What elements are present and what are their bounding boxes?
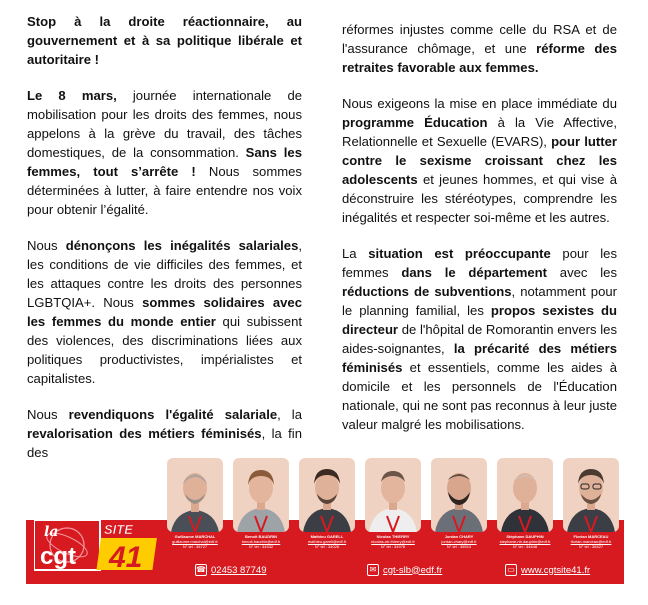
- text-run: réformes injustes comme celle du RSA et de l'assurance chômage, et une: [342, 22, 617, 56]
- text-run: , les conditions de vie difficiles des femmes, et les attaques contre les droits des personnes LGBTQIA+. Nous: [27, 238, 302, 310]
- text-bold: Sans les femmes, tout s’arrête !: [27, 145, 302, 179]
- text-run: avec les: [547, 265, 617, 280]
- delegate-3: [299, 458, 355, 563]
- delegate-email[interactable]: mathieu.garell@edf.fr: [307, 539, 347, 544]
- portrait-icon: [563, 458, 619, 532]
- text-run: et essentiels, comme les aides à domicile et les personnels de l'Éducation nationale, qui ne sont pas reconnus à leur juste valeur malgré les mobilisations.: [342, 360, 617, 432]
- contact-web[interactable]: [505, 564, 590, 576]
- text-bold: la précarité des métiers féminisés: [342, 341, 618, 375]
- footer-banner: [26, 448, 624, 584]
- text-run: , la: [277, 407, 302, 422]
- text-bold: revalorisation des métiers féminisés: [27, 426, 262, 441]
- delegate-caption: [229, 534, 293, 549]
- delegate-tel: N° tél : 34026: [314, 544, 340, 549]
- portrait-icon: [299, 458, 355, 532]
- delegate-name: Stéphane DAUPHIN: [506, 534, 544, 539]
- contact-email[interactable]: [367, 564, 442, 576]
- delegate-caption: [163, 534, 227, 549]
- text-bold: réforme des retraites favorable aux femmes.: [342, 41, 617, 75]
- contact-phone-text[interactable]: 02453 87749: [211, 564, 267, 576]
- delegate-4: [365, 458, 421, 563]
- text-bold: Le 8 mars,: [27, 88, 117, 103]
- text-run: journée internationale de mobilisation pour les droits des femmes, nous appelons à la grève du travail, des tâches domestiques, de la consommation.: [27, 88, 303, 160]
- right-column: [342, 20, 617, 434]
- delegate-photo: [167, 458, 223, 532]
- delegate-tel: N° tél : 34532: [248, 544, 274, 549]
- delegate-name: Guillaume MARCHAL: [174, 534, 216, 539]
- logo-cgt: cgt: [40, 543, 76, 570]
- portrait-icon: [497, 458, 553, 532]
- contact-email-text[interactable]: cgt-slb@edf.fr: [383, 564, 443, 576]
- text-bold: dans le département: [401, 265, 548, 280]
- portrait-icon: [167, 458, 223, 532]
- delegate-name: Florian MARCEAU: [573, 534, 609, 539]
- delegate-tel: N° tél : 36727: [182, 544, 208, 549]
- text-run: Nous sommes déterminées à lutter, à faire entendre nos voix pour obtenir l’égalité.: [27, 164, 302, 217]
- contact-web-text[interactable]: www.cgtsite41.fr: [521, 564, 591, 576]
- text-run: Nous: [27, 238, 66, 253]
- text-run: , notamment pour le planning familial, les: [342, 284, 618, 318]
- text-bold: propos sexistes du directeur: [342, 303, 618, 337]
- cgt-site41-logo: [34, 516, 164, 576]
- delegate-email[interactable]: jordan.chary@edf.fr: [441, 539, 477, 544]
- delegate-tel: N° tél : 36527: [578, 544, 604, 549]
- delegate-tel: N° tél : 34978: [380, 544, 406, 549]
- contact-bar: [167, 564, 622, 580]
- mail-icon: ✉: [367, 564, 379, 576]
- text-bold: situation est préoccupante: [368, 246, 551, 261]
- logo-41: 41: [109, 541, 143, 574]
- delegate-name: Mathieu GARELL: [310, 534, 344, 539]
- delegate-caption: [295, 534, 359, 549]
- delegate-2: [233, 458, 289, 563]
- delegate-caption: [427, 534, 491, 549]
- delegate-name: Nicolas THIERRY: [376, 534, 410, 539]
- delegate-email[interactable]: stephane-nb.dauphin@edf.fr: [499, 539, 551, 544]
- delegate-email[interactable]: guillaume.marchal@edf.fr: [172, 539, 218, 544]
- delegate-tel: N° tél : 36513: [446, 544, 472, 549]
- text-run: qui subissent des violences, des discriminations liées aux politiques productivistes, impérialistes et capitalistes.: [27, 314, 302, 386]
- phone-icon: ☎: [196, 565, 206, 574]
- text-bold: pour lutter contre le sexisme croissant chez les adolescents: [342, 134, 617, 187]
- logo-site: SITE: [104, 522, 133, 537]
- delegate-email[interactable]: benoit.baudrin@edf.fr: [241, 539, 281, 544]
- delegate-photo: [233, 458, 289, 532]
- delegate-photo: [563, 458, 619, 532]
- delegate-7: [563, 458, 619, 563]
- text-run: de l'hôpital de Romorantin envers les aides-soignantes,: [342, 322, 617, 356]
- delegate-name: Jordan CHARY: [444, 534, 474, 539]
- contact-phone[interactable]: [195, 564, 266, 576]
- logo-graphic: [34, 516, 164, 576]
- paragraph-situation: [342, 244, 617, 434]
- delegate-tel: N° tél : 34648: [512, 544, 538, 549]
- delegates-row: [167, 458, 622, 563]
- delegate-6: [497, 458, 553, 563]
- paragraph-march-8: [27, 86, 302, 219]
- portrait-icon: [233, 458, 289, 532]
- text-run: et jeunes hommes, et qui vise à déconstruire les stéréotypes, comprendre les inégalités et respecter soi-même et les autres.: [342, 172, 617, 225]
- delegate-caption: [361, 534, 425, 549]
- paragraph-intro: [27, 12, 302, 69]
- intro-headline: Stop à la droite réactionnaire, au gouvernement et à sa politique libérale et autoritaire !: [27, 14, 302, 67]
- text-run: à la Vie Affective, Relationnelle et Sexuelle (EVARS),: [342, 115, 617, 149]
- left-column: [27, 12, 302, 462]
- delegate-5: [431, 458, 487, 563]
- text-run: Nous: [27, 407, 69, 422]
- delegate-name: Benoit BAUDRIN: [245, 534, 277, 539]
- text-bold: revendiquons l'égalité salariale: [68, 407, 278, 422]
- web-icon: ▭: [505, 564, 517, 576]
- delegate-caption: [559, 534, 623, 549]
- text-run: Nous exigeons la mise en place immédiate du: [342, 96, 617, 111]
- delegate-photo: [497, 458, 553, 532]
- portrait-icon: [431, 458, 487, 532]
- delegate-photo: [431, 458, 487, 532]
- delegate-caption: [493, 534, 557, 549]
- delegate-email[interactable]: nicolas-nb.thierry@edf.fr: [371, 539, 415, 544]
- delegate-1: [167, 458, 223, 563]
- text-bold: réductions de subventions: [342, 284, 512, 299]
- logo-script: la: [44, 524, 59, 540]
- paragraph-evars: [342, 94, 617, 227]
- text-bold: programme Éducation: [342, 115, 488, 130]
- delegate-photo: [299, 458, 355, 532]
- delegate-photo: [365, 458, 421, 532]
- text-run: pour les femmes: [342, 246, 617, 280]
- text-run: , la fin des: [27, 426, 302, 460]
- paragraph-reforms: [342, 20, 617, 77]
- portrait-icon: [365, 458, 421, 532]
- text-bold: sommes solidaires avec les femmes du monde entier: [27, 295, 302, 329]
- paragraph-denounce: [27, 236, 302, 388]
- text-run: La: [342, 246, 369, 261]
- delegate-email[interactable]: florian.marceau@edf.fr: [570, 539, 612, 544]
- text-bold: dénonçons les inégalités salariales: [65, 238, 299, 253]
